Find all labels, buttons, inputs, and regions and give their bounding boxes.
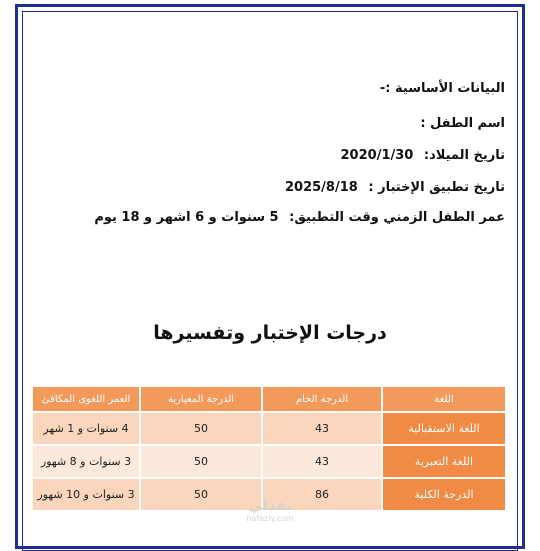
age-row xyxy=(94,210,505,225)
cell-language: اللغة التعبرية xyxy=(382,445,506,478)
basic-info-heading: البيانات الأساسية :- xyxy=(379,81,505,96)
birth-date-row xyxy=(341,148,505,163)
results-title: درجات الإختبار وتفسيرها xyxy=(153,322,387,344)
test-date-label: تاريخ تطبيق الإختبار : xyxy=(368,180,505,195)
cell-language: اللغة الاستقبالية xyxy=(382,412,506,445)
age-label: عمر الطفل الزمني وقت التطبيق: xyxy=(289,210,505,225)
cell-raw-score: 43 xyxy=(262,445,382,478)
results-table xyxy=(31,385,507,512)
header-raw-score: الدرجة الخام xyxy=(262,386,382,412)
cell-standard-score: 50 xyxy=(140,412,262,445)
header-language: اللغة xyxy=(382,386,506,412)
cell-standard-score: 50 xyxy=(140,445,262,478)
cell-language: الدرجة الكلية xyxy=(382,478,506,511)
cell-equivalent-age: 4 سنوات و 1 شهر xyxy=(32,412,140,445)
test-date-value: 2025/8/18 xyxy=(285,180,358,195)
test-date-row xyxy=(285,180,505,195)
cell-equivalent-age: 3 سنوات و 10 شهور xyxy=(32,478,140,511)
watermark-logo: نفذلي xyxy=(248,498,292,514)
age-value: 5 سنوات و 6 اشهر و 18 يوم xyxy=(94,210,279,225)
birth-date-value: 2020/1/30 xyxy=(340,148,414,163)
child-name-label: اسم الطفل : xyxy=(420,116,505,131)
cell-standard-score: 50 xyxy=(140,478,262,511)
cell-raw-score: 43 xyxy=(262,412,382,445)
cell-raw-score: 86 xyxy=(262,478,382,511)
watermark-site: nafezly.com xyxy=(246,514,294,523)
cell-equivalent-age: 3 سنوات و 8 شهور xyxy=(32,445,140,478)
header-standard-score: الدرجة المعيارية xyxy=(140,386,262,412)
watermark xyxy=(245,498,295,523)
table-header-row xyxy=(32,386,506,412)
birth-date-label: تاريخ الميلاد: xyxy=(423,148,505,163)
header-equivalent-age: العمر اللغوى المكافئ xyxy=(32,386,140,412)
table-row xyxy=(32,445,506,478)
table-row xyxy=(32,412,506,445)
